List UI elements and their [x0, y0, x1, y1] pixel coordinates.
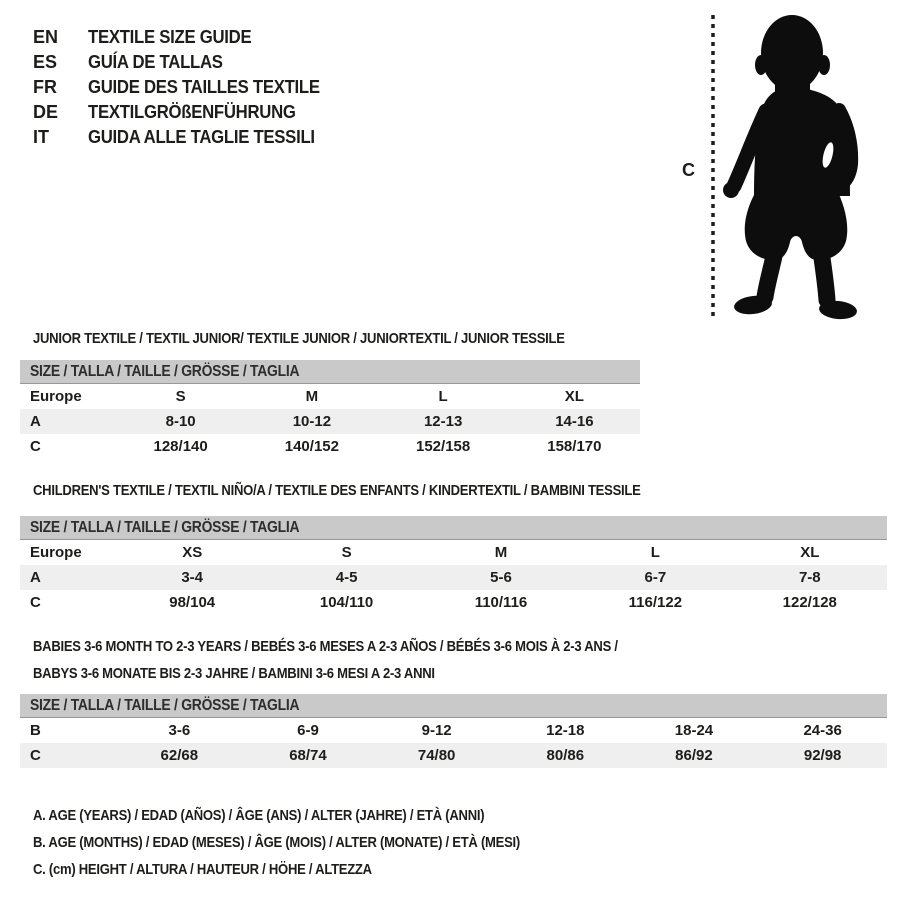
size-cell: 6-7: [644, 569, 667, 586]
section-title-text: JUNIOR TEXTILE / TEXTIL JUNIOR/ TEXTILE JUNIOR / JUNIORTEXTIL / JUNIOR TESSILE: [33, 330, 565, 347]
size-cell: S: [175, 388, 186, 405]
table-header-text: SIZE / TALLA / TAILLE / GRÖSSE / TAGLIA: [30, 363, 300, 380]
size-cell: 8-10: [165, 413, 196, 430]
size-cell: 10-12: [292, 413, 332, 430]
size-cell: XS: [182, 544, 203, 561]
language-label: TEXTILGRÖßENFÜHRUNG: [88, 102, 296, 122]
table-row: [20, 590, 887, 615]
size-cell: 158/170: [547, 438, 602, 455]
size-table-children: [20, 516, 887, 615]
size-cell: 12-18: [546, 722, 585, 739]
table-row: [20, 434, 640, 459]
row-label: C: [30, 747, 41, 764]
toddler-silhouette: [676, 8, 890, 322]
size-cell: 62/68: [160, 747, 199, 764]
row-label: A: [30, 413, 41, 430]
size-cell: 12-13: [423, 413, 463, 430]
row-label: A: [30, 569, 41, 586]
size-table-babies: [20, 694, 887, 768]
language-label: GUÍA DE TALLAS: [88, 52, 223, 72]
language-list: [33, 25, 337, 150]
section-title-children: [33, 477, 731, 504]
size-cell: 7-8: [798, 569, 821, 586]
language-code: EN: [33, 27, 59, 47]
size-cell: 116/122: [628, 594, 683, 611]
footnote-c: [33, 856, 593, 883]
row-label: Europe: [30, 544, 82, 561]
table-header-bar: [20, 516, 887, 540]
size-cell: L: [650, 544, 660, 561]
size-cell: 14-16: [555, 413, 594, 430]
size-cell: 24-36: [803, 722, 842, 739]
size-cell: 110/116: [474, 594, 528, 611]
footnotes: [33, 802, 593, 883]
row-label: Europe: [30, 388, 82, 405]
language-label: GUIDA ALLE TAGLIE TESSILI: [88, 127, 315, 147]
size-cell: 104/110: [319, 594, 374, 611]
footnote-a: [33, 802, 593, 829]
size-cell: 86/92: [675, 747, 713, 764]
size-cell: 9-12: [421, 722, 452, 739]
size-cell: 74/80: [417, 747, 456, 764]
language-row-fr: [33, 75, 337, 100]
table-row: [20, 718, 887, 743]
size-cell: XL: [564, 388, 584, 405]
section-title-babies: [33, 633, 705, 687]
size-cell: 4-5: [335, 569, 358, 586]
size-cell: 140/152: [284, 438, 339, 455]
size-cell: XL: [800, 544, 820, 561]
footnote-text: B. AGE (MONTHS) / EDAD (MESES) / ÂGE (MOIS) / ALTER (MONATE) / ETÀ (MESI): [33, 834, 520, 851]
size-cell: M: [494, 544, 508, 561]
table-row: [20, 540, 887, 565]
table-header-bar: [20, 694, 887, 718]
table-header-text: SIZE / TALLA / TAILLE / GRÖSSE / TAGLIA: [30, 697, 300, 714]
language-code: IT: [33, 127, 49, 147]
footnote-text: A. AGE (YEARS) / EDAD (AÑOS) / ÂGE (ANS) / ALTER (JAHRE) / ETÀ (ANNI): [33, 807, 485, 824]
size-cell: 122/128: [782, 594, 837, 611]
language-label: TEXTILE SIZE GUIDE: [88, 27, 252, 47]
language-row-es: [33, 50, 337, 75]
size-cell: 5-6: [490, 569, 512, 586]
size-table-junior: [20, 360, 640, 459]
table-row: [20, 565, 887, 590]
language-row-en: [33, 25, 337, 50]
footnote-b: [33, 829, 593, 856]
figure-area: [676, 8, 890, 322]
table-row: [20, 384, 640, 409]
section-title-text: BABYS 3-6 MONATE BIS 2-3 JAHRE / BAMBINI 3-6 MESI A 2-3 ANNI: [33, 665, 435, 682]
language-code: DE: [33, 102, 59, 122]
size-cell: M: [305, 388, 319, 405]
size-cell: 80/86: [546, 747, 585, 764]
language-row-it: [33, 125, 337, 150]
table-header-text: SIZE / TALLA / TAILLE / GRÖSSE / TAGLIA: [30, 519, 300, 536]
language-code: ES: [33, 52, 58, 72]
size-cell: S: [341, 544, 352, 561]
size-cell: 18-24: [674, 722, 714, 739]
height-measure-label: C: [682, 160, 695, 180]
row-label: B: [30, 722, 41, 739]
section-title-junior: [33, 325, 644, 352]
size-cell: 152/158: [416, 438, 471, 455]
row-label: C: [30, 594, 41, 611]
size-cell: 128/140: [153, 438, 208, 455]
section-title-text: BABIES 3-6 MONTH TO 2-3 YEARS / BEBÉS 3-6 MESES A 2-3 AÑOS / BÉBÉS 3-6 MOIS À 2-3 ANS /: [33, 638, 618, 655]
footnote-text: C. (cm) HEIGHT / ALTURA / HAUTEUR / HÖHE / ALTEZZA: [33, 861, 372, 878]
toddler-body: [723, 15, 858, 321]
table-row: [20, 743, 887, 768]
size-cell: 3-4: [181, 569, 204, 586]
language-code: FR: [33, 77, 57, 97]
language-label: GUIDE DES TAILLES TEXTILE: [88, 77, 320, 97]
size-cell: 92/98: [803, 747, 842, 764]
size-cell: 68/74: [289, 747, 327, 764]
size-cell: 98/104: [169, 594, 216, 611]
table-row: [20, 409, 640, 434]
row-label: C: [30, 438, 41, 455]
table-header-bar: [20, 360, 640, 384]
size-cell: L: [438, 388, 448, 405]
language-row-de: [33, 100, 337, 125]
section-title-text: CHILDREN'S TEXTILE / TEXTIL NIÑO/A / TEXTILE DES ENFANTS / KINDERTEXTIL / BAMBINI TESSILE: [33, 482, 641, 499]
size-cell: 6-9: [297, 722, 319, 739]
size-cell: 3-6: [168, 722, 191, 739]
